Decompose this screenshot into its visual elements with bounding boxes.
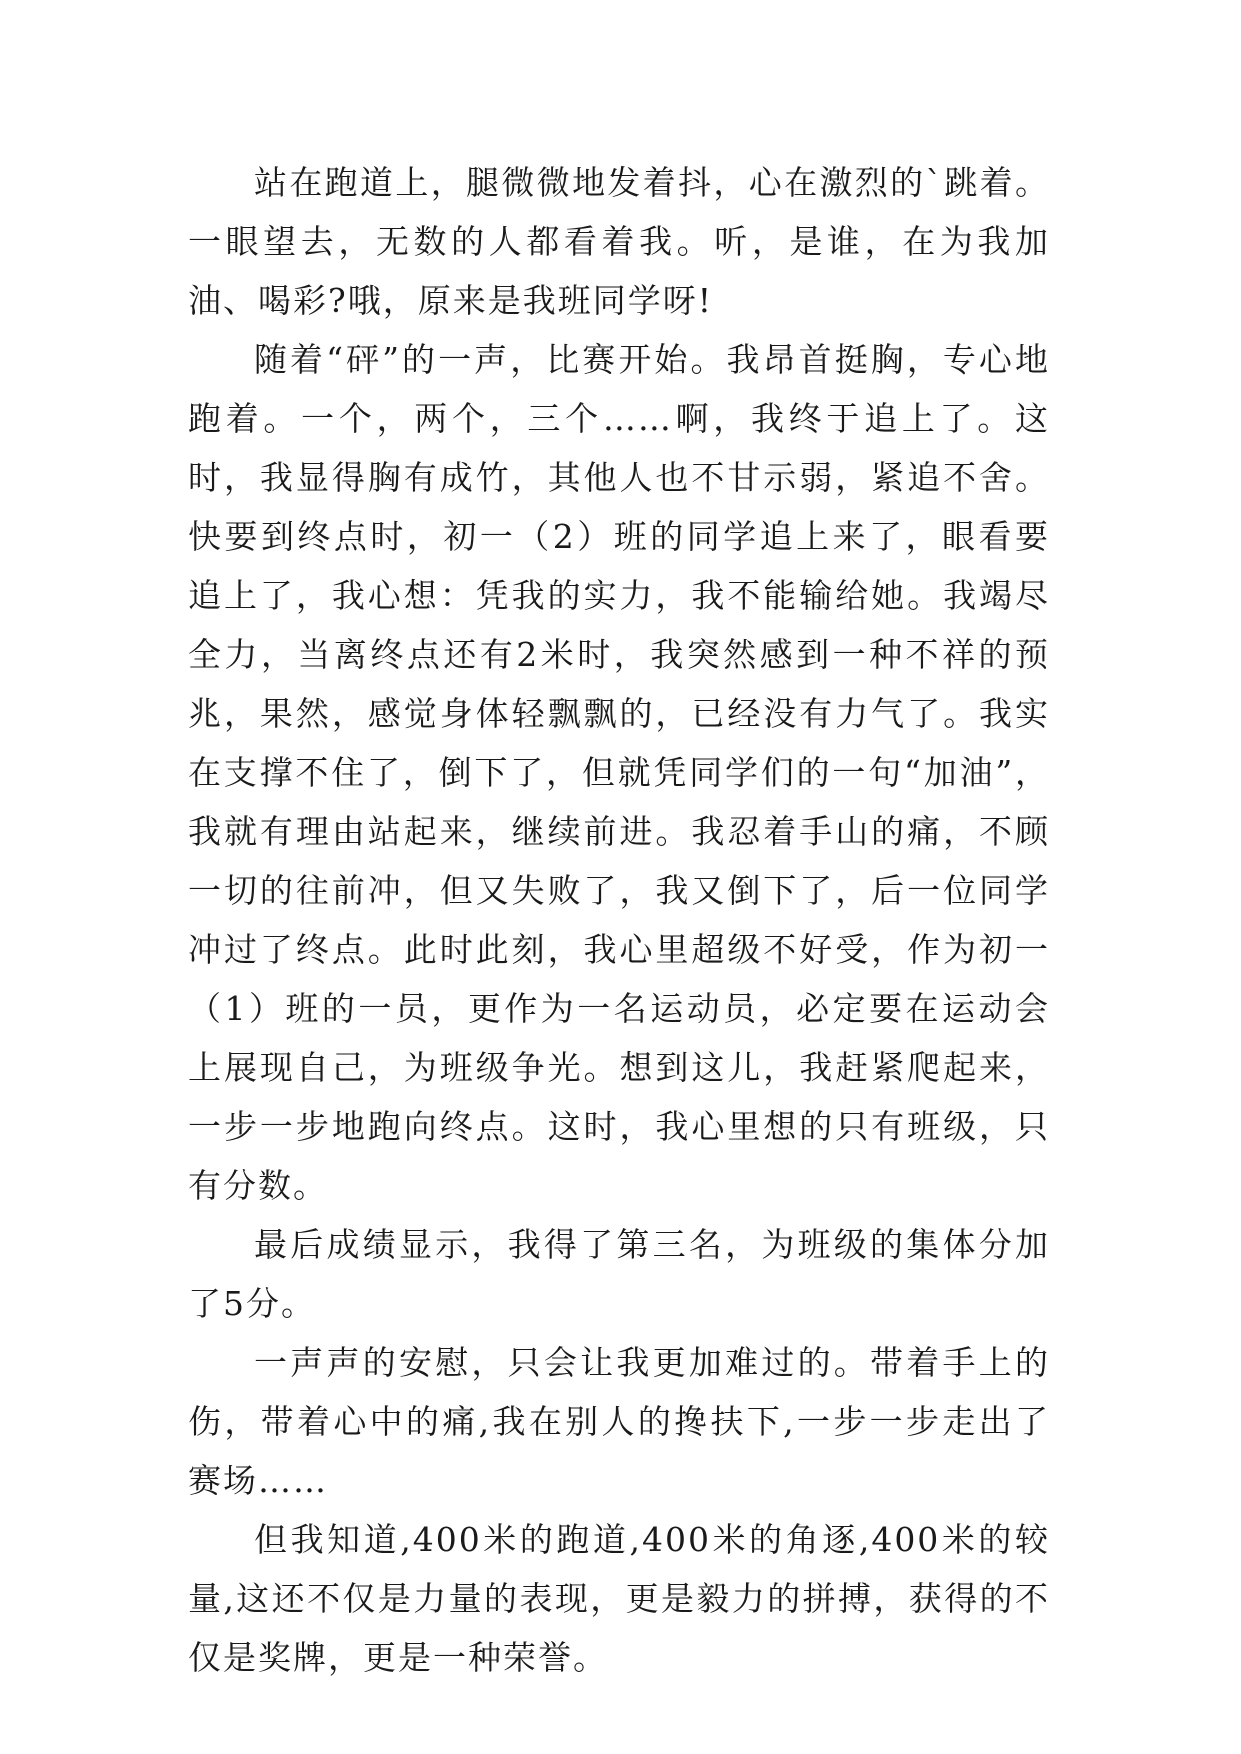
paragraph-result: 最后成绩显示，我得了第三名，为班级的集体分加了5分。 xyxy=(188,1225,1050,1323)
paragraph-race-progress: 随着“砰”的一声，比赛开始。我昂首挺胸，专心地跑着。一个，两个，三个……啊，我终于追上了。这时，我显得胸有成竹，其他人也不甘示弱，紧追不舍。快要到终点时，初一（2）班的同学追上来了，眼看要追上了，我心想：凭我的实力，我不能输给她。我竭尽全力，当离终点还有2米时，我突然感到一种不祥的预兆，果然，感觉身体轻飘飘的，已经没有力气了。我实在支撑不住了，倒下了，但就凭同学们的一句“加油”，我就有理由站起来，继续前进。我忍着手山的痛，不顾一切的往前冲，但又失败了，我又倒下了，后一位同学冲过了终点。此时此刻，我心里超级不好受，作为初一（1）班的一员，更作为一名运动员，必定要在运动会上展现自己，为班级争光。想到这儿，我赶紧爬起来，一步一步地跑向终点。这时，我心里想的只有班级，只有分数。 xyxy=(188,340,1050,1205)
article-body xyxy=(188,153,1050,1687)
paragraph-race-start-line: 站在跑道上，腿微微地发着抖，心在激烈的`跳着。一眼望去，无数的人都看着我。听，是谁，在为我加油、喝彩?哦，原来是我班同学呀! xyxy=(188,163,1050,320)
paragraph-conclusion: 但我知道,400米的跑道,400米的角逐,400米的较量,这还不仅是力量的表现，更是毅力的拼搏，获得的不仅是奖牌，更是一种荣誉。 xyxy=(188,1520,1050,1677)
paragraph-leaving-field: 一声声的安慰，只会让我更加难过的。带着手上的伤，带着心中的痛,我在别人的搀扶下,一步一步走出了赛场…… xyxy=(188,1343,1050,1500)
